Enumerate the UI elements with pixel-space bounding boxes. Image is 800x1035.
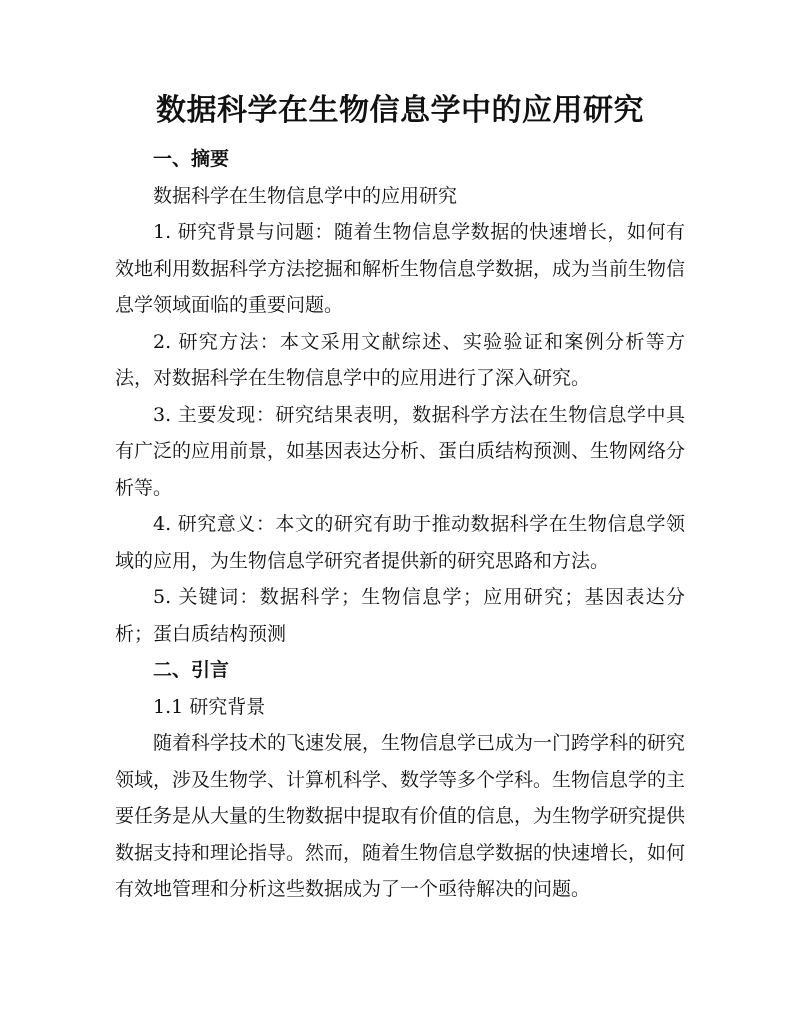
abstract-item-method: 2. 研究方法：本文采用文献综述、实验验证和案例分析等方法，对数据科学在生物信息学中的应用进行了深入研究。 [115, 330, 685, 389]
document-body [115, 141, 685, 908]
document-title: 数据科学在生物信息学中的应用研究 [156, 93, 644, 128]
abstract-item-keywords: 5. 关键词：数据科学；生物信息学；应用研究；基因表达分析；蛋白质结构预测 [115, 586, 685, 645]
introduction-paragraph: 随着科学技术的飞速发展，生物信息学已成为一门跨学科的研究领域，涉及生物学、计算机科学、数学等多个学科。生物信息学的主要任务是从大量的生物数据中提取有价值的信息，为生物学研究提供数据支持和理论指导。然而，随着生物信息学数据的快速增长，如何有效地管理和分析这些数据成为了一个亟待解决的问题。 [115, 732, 686, 900]
abstract-item-background: 1. 研究背景与问题：随着生物信息学数据的快速增长，如何有效地利用数据科学方法挖掘和解析生物信息学数据，成为当前生物信息学领域面临的重要问题。 [115, 221, 686, 316]
subsection-heading-background: 1.1 研究背景 [153, 695, 266, 718]
abstract-item-findings: 3. 主要发现：研究结果表明，数据科学方法在生物信息学中具有广泛的应用前景，如基因表达分析、蛋白质结构预测、生物网络分析等。 [115, 403, 686, 499]
abstract-item-significance: 4. 研究意义：本文的研究有助于推动数据科学在生物信息学领域的应用，为生物信息学研究者提供新的研究思路和方法。 [115, 513, 685, 572]
section-heading-abstract: 一、摘要 [153, 148, 230, 170]
section-heading-introduction: 二、引言 [153, 659, 230, 681]
abstract-title-line: 数据科学在生物信息学中的应用研究 [153, 184, 458, 207]
